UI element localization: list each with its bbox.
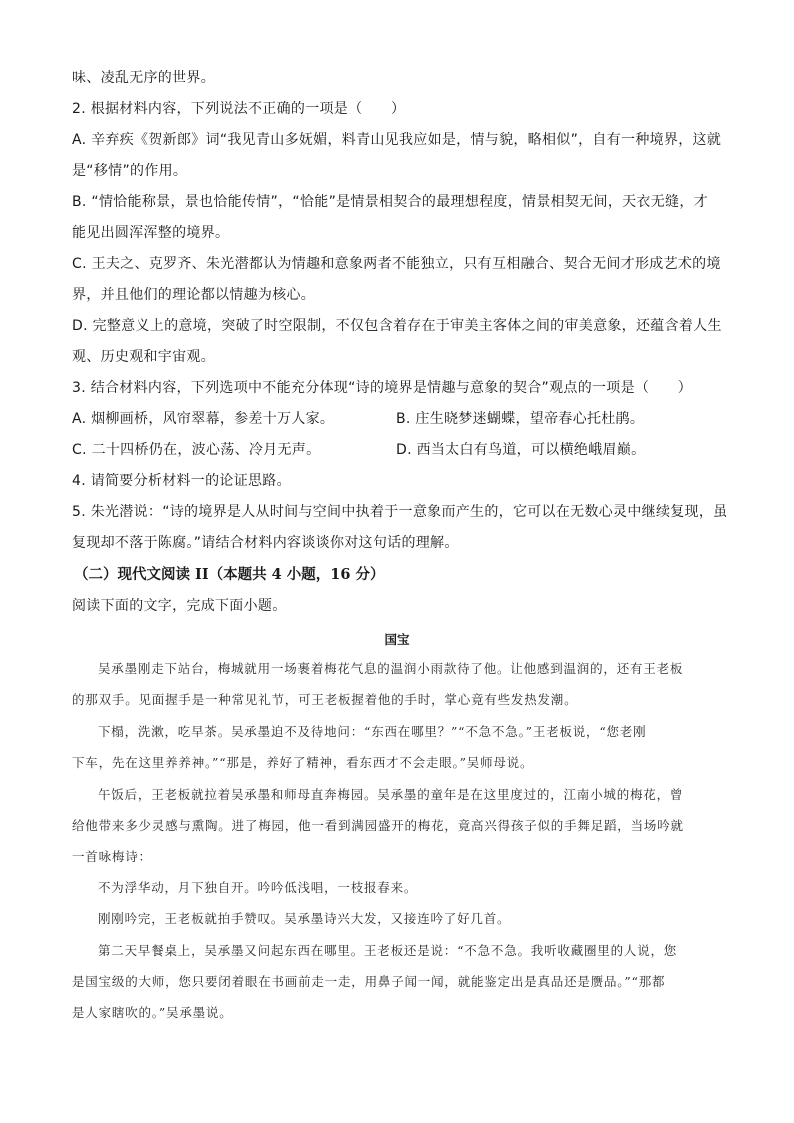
question-2-option-b: B. “情恰能称景，景也恰能传情”，“恰能”是情景相契合的最理想程度，情景相契无间，天衣无缝，才: [72, 194, 708, 210]
story-paragraph-1-cont: 的那双手。见面握手是一种常见礼节，可王老板握着他的手时，掌心竟有些发热发潮。: [72, 692, 578, 707]
question-5-stem-cont: 复现却不落于陈腐。”请结合材料内容谈谈你对这句话的理解。: [72, 535, 459, 551]
question-2-option-d-cont: 观、历史观和宇宙观。: [72, 349, 215, 365]
story-paragraph-5: 第二天早餐桌上，吴承墨又问起东西在哪里。王老板还是说：“不急不急。我听收藏圈里的人说，您: [98, 943, 678, 958]
question-3-option-d: D. 西当太白有鸟道，可以横绝峨眉巅。: [396, 442, 646, 458]
question-3-option-a: A. 烟柳画桥，风帘翠幕，参差十万人家。: [72, 411, 335, 427]
story-title: 国宝: [384, 632, 410, 647]
question-5-stem: 5. 朱光潜说：“诗的境界是人从时间与空间中执着于一意象而产生的，它可以在无数心灵中继续复现，虽: [72, 504, 728, 520]
story-paragraph-5-end: 是人家瞎吹的。”吴承墨说。: [72, 1005, 233, 1020]
question-3-option-c: C. 二十四桥仍在，波心荡、冷月无声。: [72, 442, 321, 458]
story-paragraph-2: 下榻，洗漱，吃早茶。吴承墨迫不及待地问：“东西在哪里？”“不急不急。”王老板说，“您老刚: [98, 724, 647, 739]
story-paragraph-5-cont: 是国宝级的大师，您只要闭着眼在书画前走一走，用鼻子闻一闻，就能鉴定出是真品还是赝品。”“那都: [72, 974, 666, 989]
story-paragraph-3-end: 一首咏梅诗：: [72, 849, 152, 864]
question-2-option-a-cont: 是“移情”的作用。: [72, 163, 188, 179]
section-heading: （二）现代文阅读 II（本题共 4 小题，16 分）: [74, 566, 385, 583]
question-2-option-b-cont: 能见出圆浑浑整的境界。: [72, 225, 230, 241]
question-2-stem: 2. 根据材料内容，下列说法不正确的一项是（ ）: [72, 101, 406, 117]
question-3-option-b: B. 庄生晓梦迷蝴蝶，望帝春心托杜鹃。: [396, 411, 645, 427]
story-poem: 不为浮华动，月下独自开。吟吟低浅唱，一枝报春来。: [98, 880, 418, 895]
question-3-stem: 3. 结合材料内容，下列选项中不能充分体现“诗的境界是情趣与意象的契合”观点的一项是（ ）: [72, 380, 693, 396]
story-paragraph-2-cont: 下车，先在这里养养神。”“那是，养好了精神，看东西才不会走眼。”吴师母说。: [72, 755, 534, 770]
section-instruction: 阅读下面的文字，完成下面小题。: [72, 598, 287, 614]
story-paragraph-3-cont: 给他带来多少灵感与熏陶。进了梅园，他一看到满园盛开的梅花，竟高兴得孩子似的手舞足蹈，当场吟就: [72, 818, 684, 833]
question-2-option-a: A. 辛弃疾《贺新郎》词“我见青山多妩媚，料青山见我应如是，情与貌，略相似”，自有一种境界，这就: [72, 132, 722, 148]
story-paragraph-4: 刚刚吟完，王老板就拍手赞叹。吴承墨诗兴大发，又接连吟了好几首。: [98, 911, 511, 926]
question-2-option-d: D. 完整意义上的意境，突破了时空限制，不仅包含着存在于审美主客体之间的审美意象，还蕴含着人生: [72, 318, 722, 334]
question-2-option-c: C. 王夫之、克罗齐、朱光潜都认为情趣和意象两者不能独立，只有互相融合、契合无间才形成艺术的境: [72, 256, 721, 272]
material-continuation: 味、凌乱无序的世界。: [72, 70, 215, 86]
story-paragraph-1: 吴承墨刚走下站台，梅城就用一场裹着梅花气息的温润小雨款待了他。让他感到温润的，还有王老板: [98, 661, 684, 676]
question-4-stem: 4. 请简要分析材料一的论证思路。: [72, 473, 291, 489]
story-paragraph-3: 午饭后，王老板就拉着吴承墨和师母直奔梅园。吴承墨的童年是在这里度过的，江南小城的梅花，曾: [98, 787, 684, 802]
question-2-option-c-cont: 界，并且他们的理论都以情趣为核心。: [72, 287, 316, 303]
